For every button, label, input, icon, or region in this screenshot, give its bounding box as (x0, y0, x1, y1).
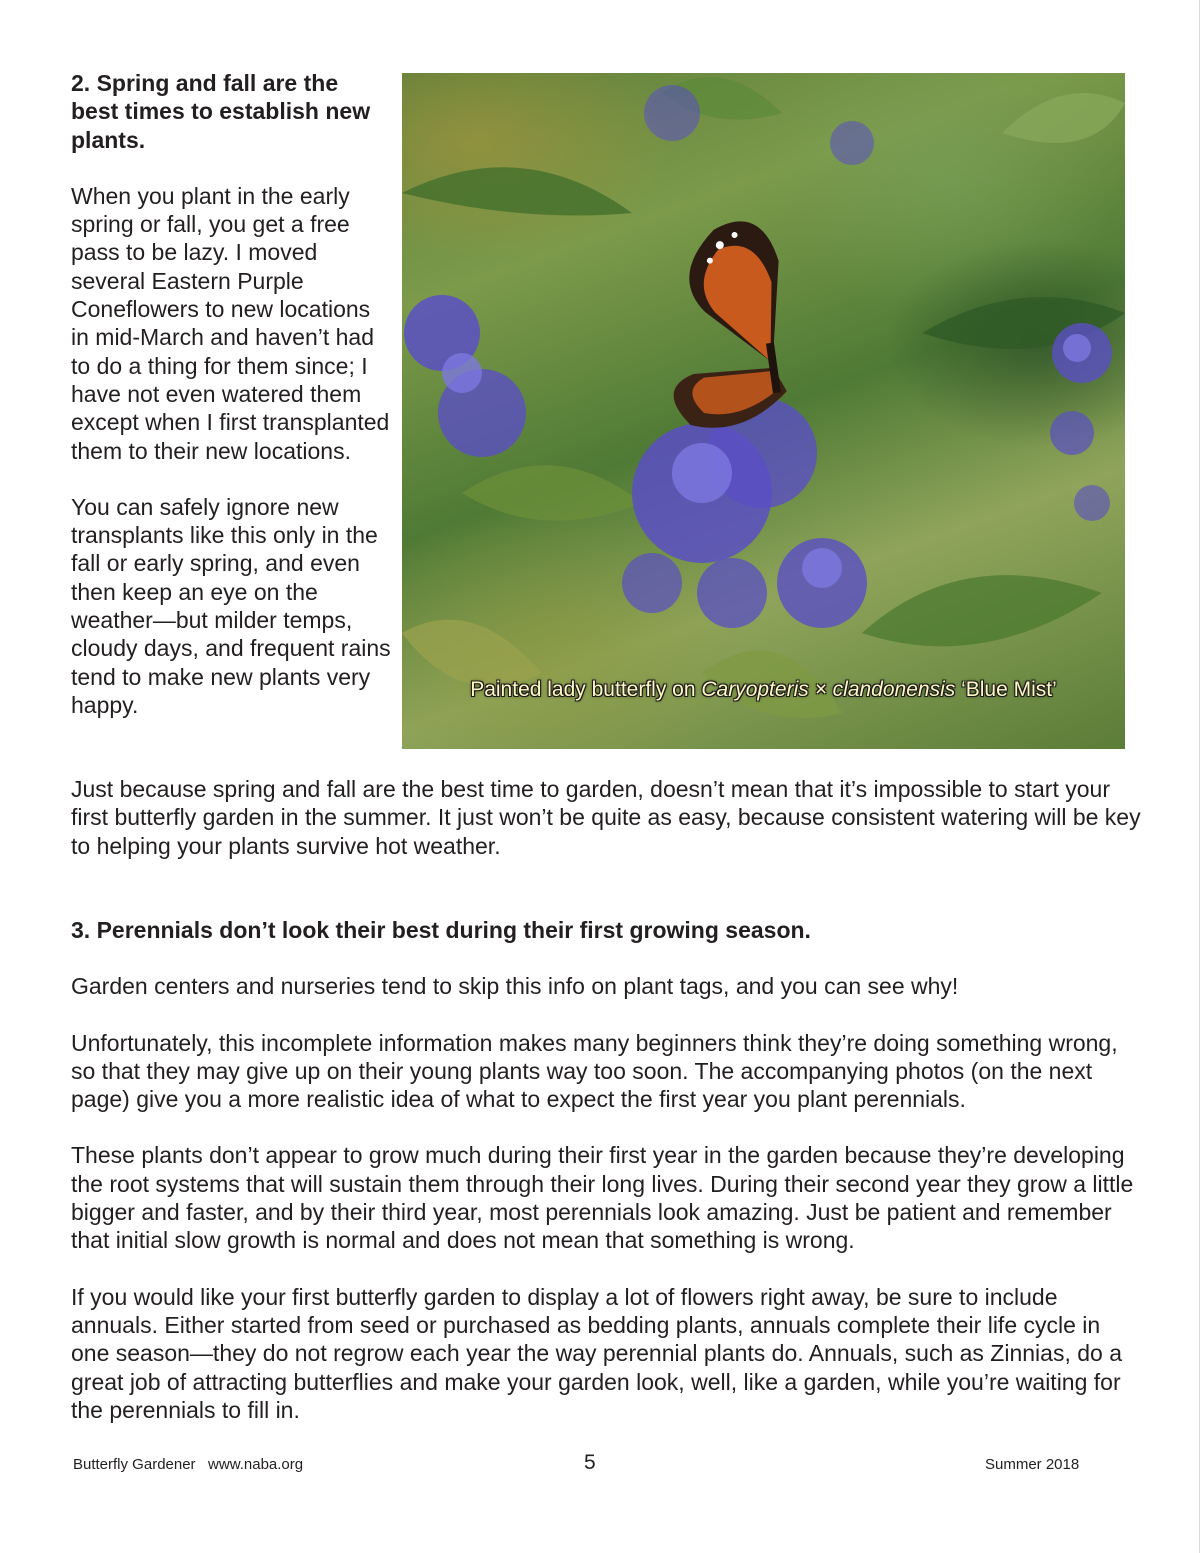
section-2-heading: 2. Spring and fall are the best times to establish new plants. (71, 70, 371, 153)
photo-caption (402, 678, 1125, 702)
section-2-column (71, 69, 391, 719)
section-2-paragraph-1: When you plant in the early spring or fall, you get a free pass to be lazy. I moved several Eastern Purple Coneflowers to new locations in mid-March and haven’t had to do a thing for them since; I have not even watered them except when I first transplanted them to their new locations. (71, 182, 390, 464)
section-2-paragraph-3: Just because spring and fall are the best time to garden, doesn’t mean that it’s impossible to start your first butterfly garden in the summer. It just won’t be quite as easy, because consistent watering will be key to helping your plants survive hot weather. (71, 776, 1141, 859)
section-3-paragraph-3: These plants don’t appear to grow much during their first year in the garden because they’re developing the root systems that will sustain them through their long lives. During their second year they grow a little bigger and faster, and by their third year, most perennials look amazing. Just be patient and remember that initial slow growth is normal and does not mean that something is wrong. (71, 1142, 1134, 1254)
section-3-heading: 3. Perennials don’t look their best during their first growing season. (71, 917, 811, 943)
section-3-paragraph-4: If you would like your first butterfly garden to display a lot of flowers right away, be sure to include annuals. Either started from seed or purchased as bedding plants, annuals complete their life cycle in one season—they do not regrow each year the way perennial plants do. Annuals, such as Zinnias, do a great job of attracting butterflies and make your garden look, well, like a garden, while you’re waiting for the perennials to fill in. (71, 1283, 1122, 1423)
section-2-continuation (71, 775, 1141, 860)
section-3-paragraph-2: Unfortunately, this incomplete information makes many beginners think they’re doing something wrong, so that they may give up on their young plants way too soon. The accompanying photos (on the next page) give you a more realistic idea of what to expect the first year you plant perennials. (71, 1029, 1118, 1113)
caption-prefix: Painted lady butterfly on (470, 678, 702, 701)
section-3-paragraph-1: Garden centers and nurseries tend to skip this info on plant tags, and you can see why! (71, 973, 959, 1000)
caption-genus: Caryopteris × clandonensis (701, 678, 956, 701)
section-3 (71, 916, 1141, 1424)
caption-cultivar: ‘Blue Mist’ (955, 678, 1057, 701)
footer-publication: Butterfly Gardener www.naba.org (73, 1456, 304, 1473)
footer-page-number: 5 (584, 1451, 596, 1474)
footer-issue: Summer 2018 (985, 1456, 1080, 1473)
section-2-paragraph-2: You can safely ignore new transplants like this only in the fall or early spring, and even then keep an eye on the weather—but milder temps, cloudy days, and frequent rains tend to make new plants very happy. (71, 493, 391, 718)
butterfly-photo (402, 73, 1125, 749)
butterfly-photo-illustration (402, 73, 1125, 749)
